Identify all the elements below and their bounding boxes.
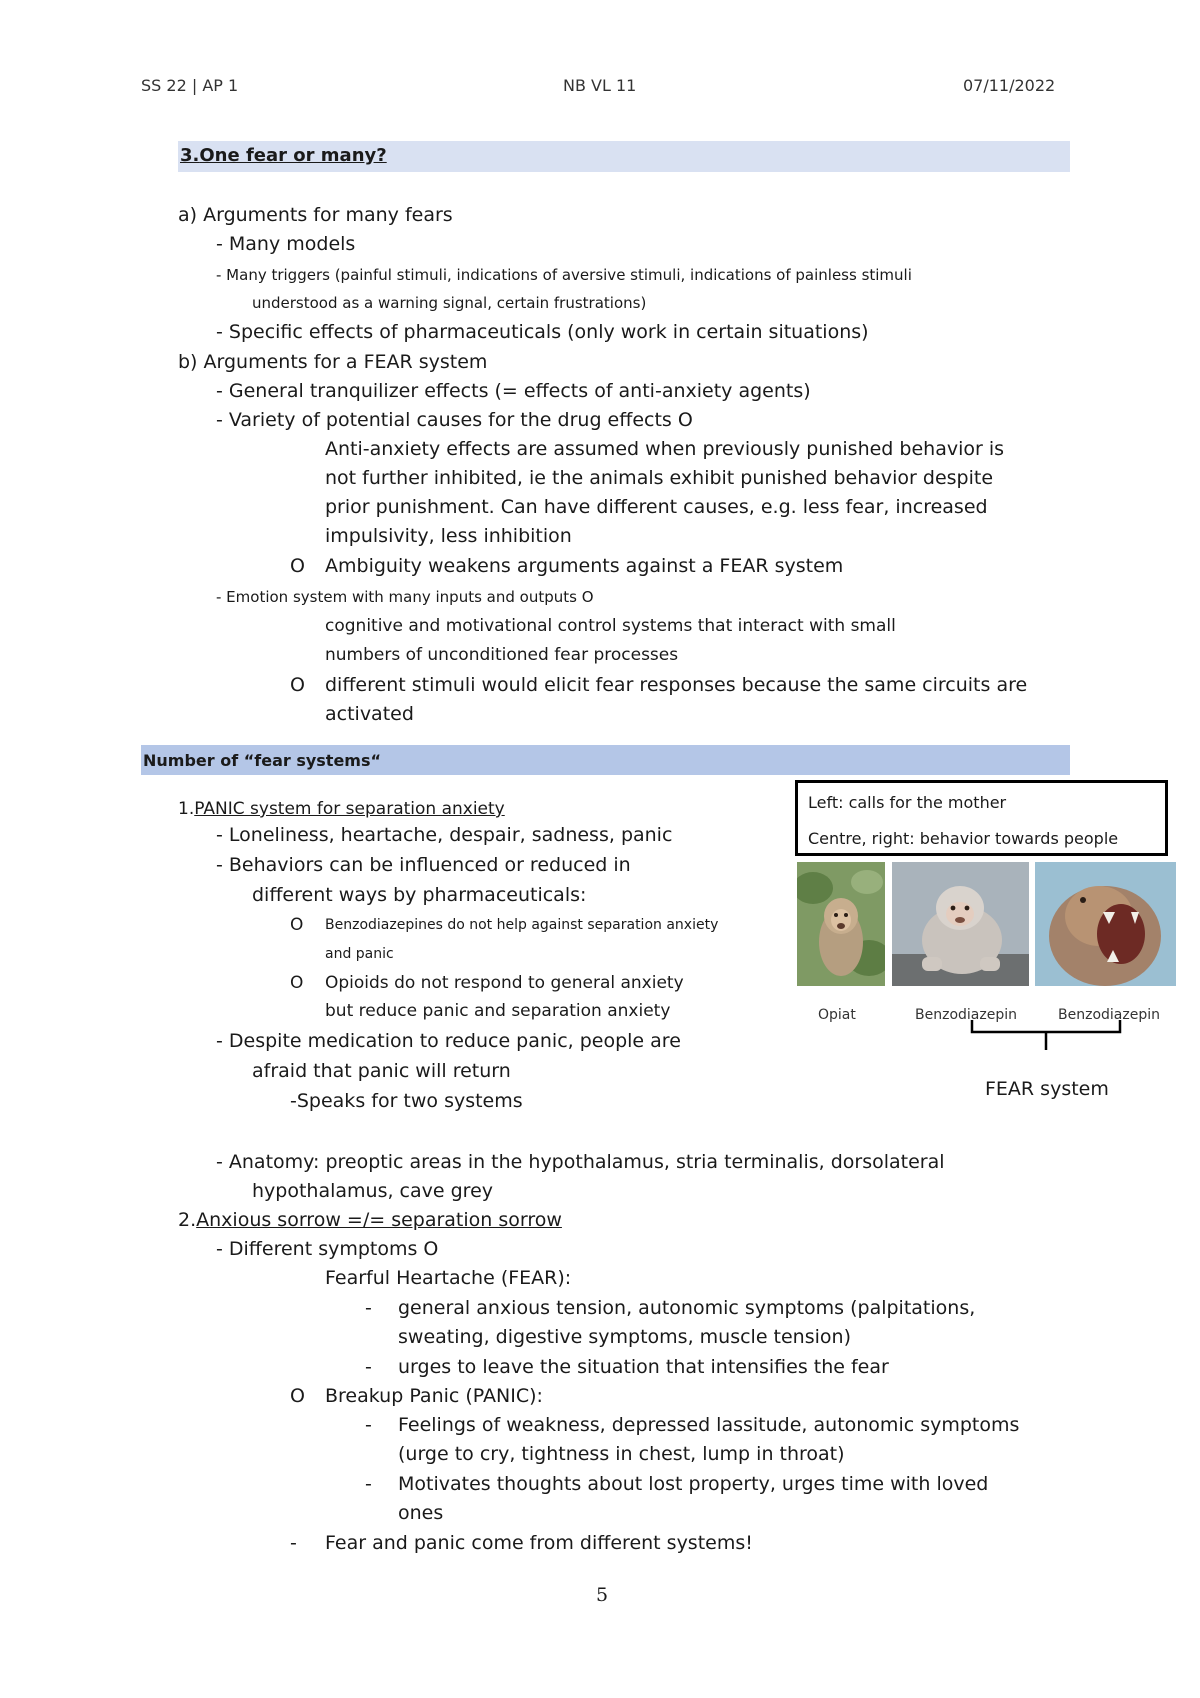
dash: - — [365, 1414, 372, 1436]
list-item: activated — [325, 703, 414, 725]
list-item: different stimuli would elicit fear responses because the same circuits are — [325, 674, 1028, 696]
list-item: - General tranquilizer effects (= effects of anti-anxiety agents) — [216, 380, 811, 402]
list-item: - Loneliness, heartache, despair, sadness, panic — [216, 824, 673, 846]
bullet-o: O — [290, 555, 305, 577]
list-item: afraid that panic will return — [252, 1060, 511, 1082]
list-item: (urge to cry, tightness in chest, lump in throat) — [398, 1443, 845, 1465]
list-item: - Anatomy: preoptic areas in the hypothalamus, stria terminalis, dorsolateral — [216, 1151, 945, 1173]
page-number: 5 — [596, 1584, 609, 1606]
paragraph-line: prior punishment. Can have different causes, e.g. less fear, increased — [325, 496, 988, 518]
section-heading: 3.One fear or many? — [180, 145, 387, 166]
header-date: 07/11/2022 — [963, 76, 1056, 95]
caption-benzodiazepin: Benzodiazepin — [915, 1007, 1017, 1023]
list-item: -Speaks for two systems — [290, 1090, 523, 1112]
arguments-fear-heading: b) Arguments for a FEAR system — [178, 351, 488, 373]
list-item: - Many models — [216, 233, 356, 255]
list-item: sweating, digestive symptoms, muscle tension) — [398, 1326, 851, 1348]
panic-heading: 1.PANIC system for separation anxiety — [178, 799, 505, 819]
list-item: and panic — [325, 946, 394, 962]
conclusion: Fear and panic come from different systems! — [325, 1532, 753, 1554]
callout-line: Centre, right: behavior towards people — [808, 829, 1119, 848]
breakup-heading: Breakup Panic (PANIC): — [325, 1385, 543, 1407]
bullet-o: O — [290, 1385, 305, 1407]
list-item: ones — [398, 1502, 444, 1524]
caption-opiat: Opiat — [818, 1007, 856, 1023]
dash: - — [290, 1532, 297, 1554]
list-item: - Emotion system with many inputs and outputs O — [216, 588, 594, 606]
list-item: - Despite medication to reduce panic, people are — [216, 1030, 681, 1052]
list-item: hypothalamus, cave grey — [252, 1180, 494, 1202]
paragraph-line: cognitive and motivational control systems that interact with small — [325, 616, 896, 636]
fearful-heading: Fearful Heartache (FEAR): — [325, 1267, 572, 1289]
list-item: - Variety of potential causes for the drug effects O — [216, 409, 693, 431]
header-left: SS 22 | AP 1 — [141, 76, 239, 95]
monkey-photo-center — [892, 862, 1029, 986]
list-item: Ambiguity weakens arguments against a FEAR system — [325, 555, 844, 577]
list-item: urges to leave the situation that intensifies the fear — [398, 1356, 889, 1378]
list-item: Opioids do not respond to general anxiety — [325, 973, 684, 993]
header-center: NB VL 11 — [563, 76, 637, 95]
dash: - — [365, 1473, 372, 1495]
arguments-many-heading: a) Arguments for many fears — [178, 204, 453, 226]
paragraph-line: not further inhibited, ie the animals exhibit punished behavior despite — [325, 467, 994, 489]
callout-line: Left: calls for the mother — [808, 793, 1007, 812]
list-item: - Different symptoms O — [216, 1238, 439, 1260]
figure-callout-box — [795, 780, 1168, 856]
list-item: Benzodiazepines do not help against separation anxiety — [325, 917, 719, 933]
paragraph-line: numbers of unconditioned fear processes — [325, 645, 679, 665]
bracket-label: FEAR system — [985, 1078, 1109, 1100]
list-item: - Behaviors can be influenced or reduced in — [216, 854, 631, 876]
dash: - — [365, 1297, 372, 1319]
caption-benzodiazepin: Benzodiazepin — [1058, 1007, 1160, 1023]
list-item: Feelings of weakness, depressed lassitude, autonomic symptoms — [398, 1414, 1020, 1436]
list-item: but reduce panic and separation anxiety — [325, 1001, 671, 1021]
bullet-o: O — [290, 915, 304, 935]
list-item: - Specific effects of pharmaceuticals (only work in certain situations) — [216, 321, 869, 343]
list-item: - Many triggers (painful stimuli, indications of aversive stimuli, indications of painless stimuli — [216, 266, 912, 284]
sorrow-heading: 2.Anxious sorrow =/= separation sorrow — [178, 1209, 562, 1231]
list-item: general anxious tension, autonomic symptoms (palpitations, — [398, 1297, 976, 1319]
paragraph-line: impulsivity, less inhibition — [325, 525, 572, 547]
monkey-photo-right — [1035, 862, 1176, 986]
bracket-icon — [960, 1018, 1130, 1052]
systems-heading: Number of “fear systems“ — [143, 751, 382, 770]
dash: - — [365, 1356, 372, 1378]
bullet-o: O — [290, 674, 305, 696]
list-item: Motivates thoughts about lost property, urges time with loved — [398, 1473, 989, 1495]
list-item: understood as a warning signal, certain frustrations) — [252, 294, 647, 312]
list-item: different ways by pharmaceuticals: — [252, 884, 587, 906]
paragraph-line: Anti-anxiety effects are assumed when previously punished behavior is — [325, 438, 1005, 460]
bullet-o: O — [290, 973, 304, 993]
monkey-photo-left — [797, 862, 885, 986]
